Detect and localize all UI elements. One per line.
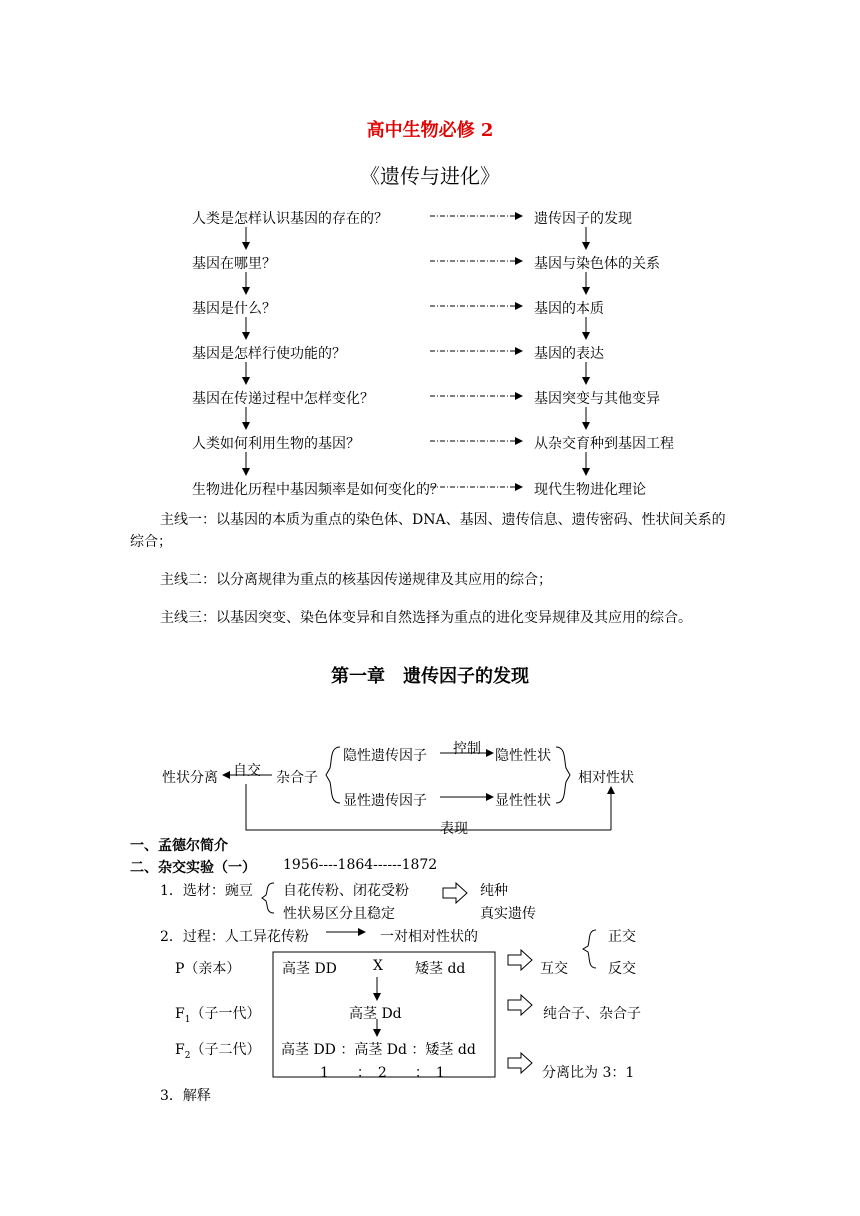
- flow-question: 人类如何利用生物的基因？: [192, 436, 360, 452]
- section-2-heading: 二、杂交实验（一）: [130, 860, 256, 876]
- flow-answer: 基因突变与其他变异: [534, 391, 660, 407]
- cross-symbol: X: [373, 958, 383, 974]
- flow-answer: 基因与染色体的关系: [534, 256, 660, 272]
- control-label: 控制: [453, 741, 481, 757]
- document-title: 高中生物必修 2: [366, 120, 494, 141]
- flow-question: 基因在哪里？: [192, 256, 276, 272]
- f1-generation-label: $F_1$（子一代）: [175, 1006, 261, 1025]
- expression-label: 表现: [440, 821, 468, 837]
- main-line-1: 主线一：以基因的本质为重点的染色体、DNA、基因、遗传信息、遗传密码、性状间关系的综合；: [130, 512, 726, 550]
- forward-cross-label: 正交: [608, 929, 636, 945]
- p-generation-label: P（亲本）: [175, 961, 241, 977]
- f2-generation-label: $F_2$（子二代）: [175, 1042, 261, 1061]
- cross-diagram-box: [273, 952, 495, 1077]
- material-reason-1: 自花传粉、闭花受粉: [283, 883, 409, 899]
- section-1-heading: 一、孟德尔简介: [130, 838, 228, 854]
- process-note: 一对相对性状的: [380, 929, 478, 945]
- flow-answer: 现代生物进化理论: [534, 482, 646, 498]
- document-subtitle: 《遗传与进化》: [360, 164, 500, 188]
- p-tall-parent: 高茎 DD: [282, 961, 337, 977]
- flow-question: 基因在传递过程中怎样变化？: [192, 391, 374, 407]
- f1-value: 高茎 Dd: [349, 1006, 402, 1022]
- flow-answer: 基因的表达: [534, 346, 604, 362]
- self-cross-label: 自交: [233, 763, 261, 779]
- material-result-1: 纯种: [480, 883, 508, 899]
- flow-answer: 基因的本质: [534, 301, 604, 317]
- f2-value: 高茎 DD ：高茎 Dd ：矮茎 dd: [281, 1042, 476, 1058]
- result-hollow-arrows: [508, 950, 532, 1073]
- chapter-title: 第一章 遗传因子的发现: [331, 666, 529, 687]
- main-line-3: 主线三：以基因突变、染色体变异和自然选择为重点的进化变异规律及其应用的综合。: [160, 610, 692, 626]
- heterozygote-label: 杂合子: [276, 770, 318, 786]
- recessive-factor-label: 隐性遗传因子: [343, 748, 427, 764]
- flow-question: 生物进化历程中基因频率是如何变化的？: [192, 482, 444, 498]
- relative-traits-label: 相对性状: [578, 770, 634, 786]
- f2-ratio: 1 ： 2 ： 1: [320, 1065, 445, 1081]
- dominant-trait-label: 显性性状: [495, 793, 551, 809]
- flow-answer: 遗传因子的发现: [534, 211, 632, 227]
- trait-separation-label: 性状分离: [162, 770, 218, 786]
- recessive-trait-label: 隐性性状: [495, 748, 551, 764]
- f1-result: 纯合子、杂合子: [543, 1006, 641, 1022]
- dominant-factor-label: 显性遗传因子: [343, 793, 427, 809]
- p-short-parent: 矮茎 dd: [415, 961, 466, 977]
- dates-text: 1956----1864------1872: [283, 857, 438, 873]
- reciprocal-brace: [583, 930, 596, 968]
- material-graphics: [262, 883, 467, 913]
- flow-question: 人类是怎样认识基因的存在的？: [192, 211, 388, 227]
- flow-horizontal-arrows: [430, 216, 522, 487]
- material-label: 1．选材：豌豆: [160, 883, 253, 899]
- flow-answer: 从杂交育种到基因工程: [534, 436, 674, 452]
- reciprocal-cross-label: 互交: [540, 961, 568, 977]
- reverse-cross-label: 反交: [608, 961, 636, 977]
- f2-result: 分离比为 3：1: [542, 1065, 635, 1081]
- explain-label: 3．解释: [160, 1088, 211, 1104]
- concept-map-lines: [223, 747, 611, 830]
- flow-question: 基因是怎样行使功能的？: [192, 346, 346, 362]
- material-reason-2: 性状易区分且稳定: [283, 906, 395, 922]
- process-label: 2．过程：人工异花传粉: [160, 929, 309, 945]
- main-line-2: 主线二：以分离规律为重点的核基因传递规律及其应用的综合；: [160, 572, 552, 588]
- flow-question: 基因是什么？: [192, 301, 276, 317]
- material-result-2: 真实遗传: [480, 906, 536, 922]
